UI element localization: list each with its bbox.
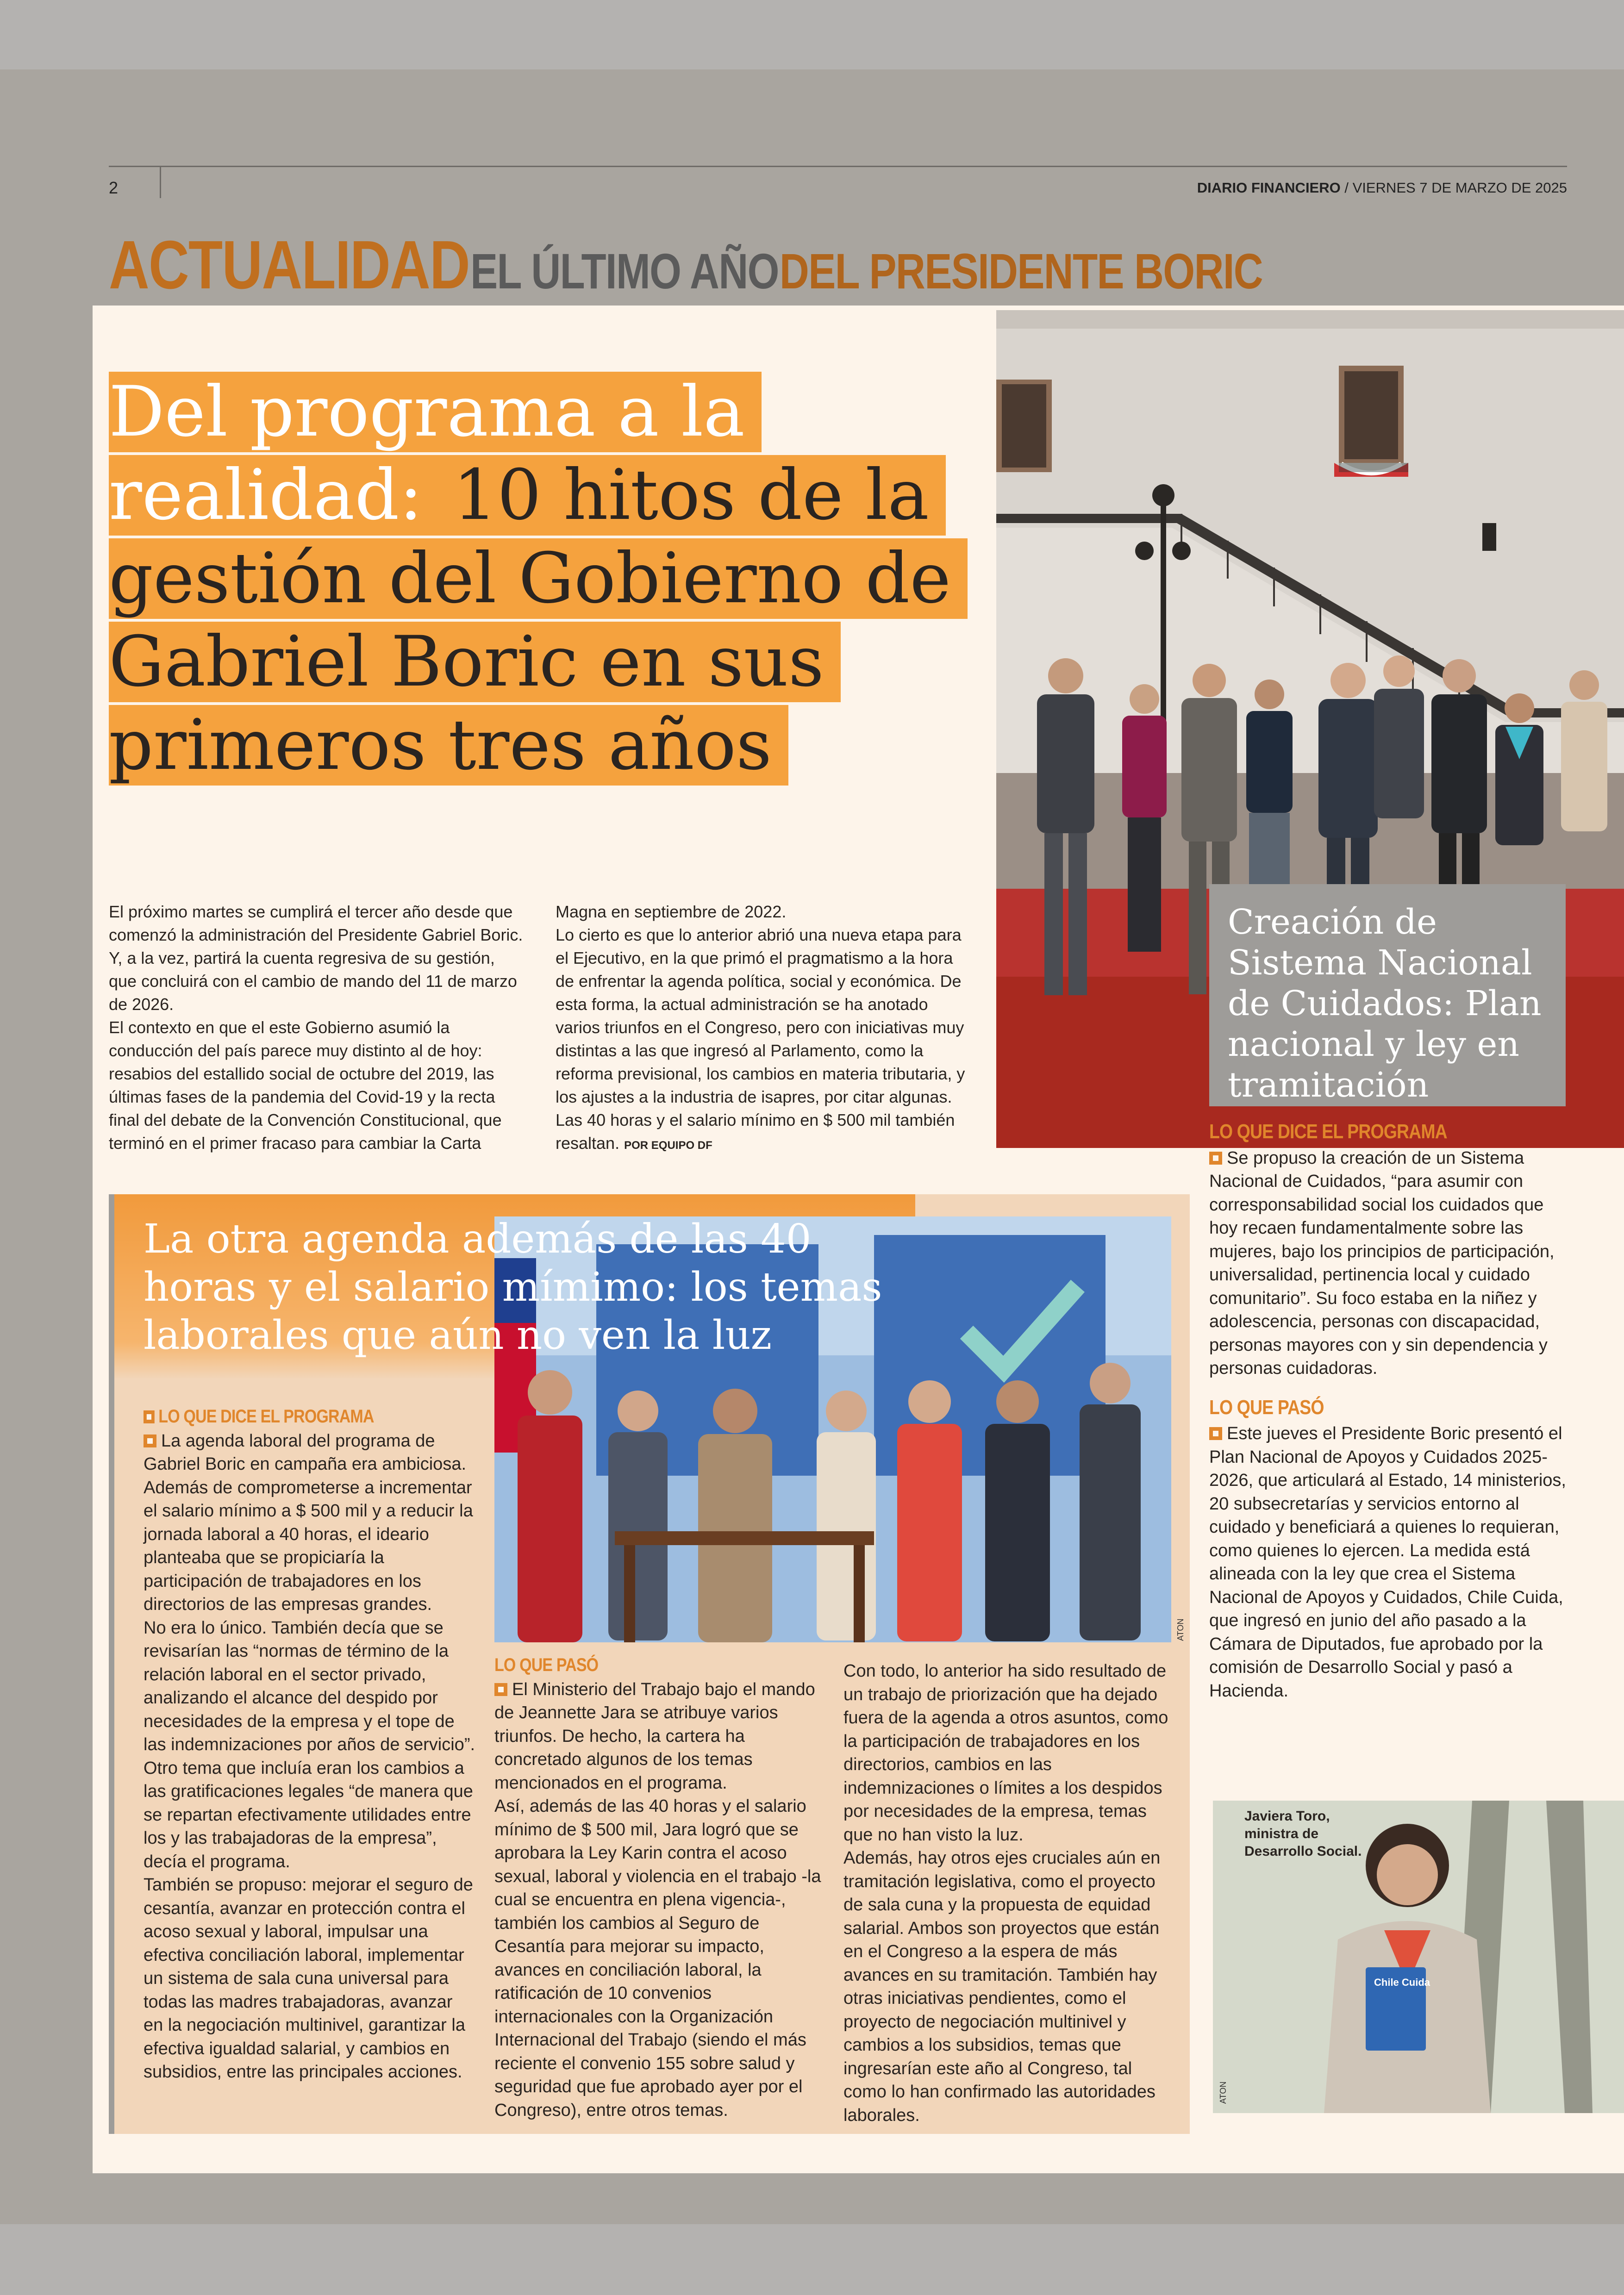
photo-credit: ATON	[1218, 2081, 1228, 2104]
labor-column-1	[144, 1405, 477, 2084]
headline-highlight: Del programa a la realidad:	[109, 372, 753, 536]
bullet-icon	[1209, 1427, 1222, 1440]
header-rule	[109, 166, 1567, 167]
page-number: 2	[109, 178, 119, 197]
photo-credit: ATON	[1176, 1618, 1185, 1641]
masthead	[1197, 180, 1567, 196]
lede-paragraph: Magna en septiembre de 2022.	[556, 902, 787, 921]
header-rule-tick	[160, 166, 161, 198]
care-label-program: LO QUE DICE EL PROGRAMA	[1209, 1120, 1447, 1143]
caption-name: Javiera Toro,	[1244, 1809, 1330, 1824]
folder-label: Chile Cuida	[1374, 1977, 1430, 1988]
care-label-happened: LO QUE PASÓ	[1209, 1396, 1324, 1419]
lede-paragraph: El contexto en que el este Gobierno asumió la conducción del país parece muy distinto al de hoy: resabios del estallido social de octubre del 2019, las últimas fases de la pandemia del Covid-19 y la recta final del debate de la Convención Constitucional, que terminó en el primer fracaso para cambiar la Carta	[109, 1018, 502, 1153]
section-topic-2: DEL PRESIDENTE BORIC	[779, 243, 1263, 299]
labor-box-bar	[109, 1194, 114, 2134]
bottom-margin	[0, 2224, 1624, 2295]
lede-paragraph: Lo cierto es que lo anterior abrió una nueva etapa para el Ejecutivo, en la que primó el pragmatismo a la hora de enfrentar la agenda política, social y económica. De esta forma, la actual administración se ha anotado varios triunfos en el Congreso, pero con iniciativas muy distintas a las que ingresó al Parlamento, como la reforma previsional, los cambios en materia tributaria, y los ajustes a la industria de isapres, por citar algunas. Las 40 horas y el salario mínimo en $ 500 mil también resaltan. POR EQUIPO DF	[556, 925, 965, 1153]
labor-label-happened: LO QUE PASÓ	[494, 1655, 599, 1675]
labor-column-2	[494, 1653, 825, 2122]
lede-column-1	[109, 900, 525, 1155]
caption-role: ministra de	[1244, 1826, 1319, 1841]
byline: POR EQUIPO DF	[624, 1139, 712, 1152]
labor-paragraph: Además, hay otros ejes cruciales aún en tramitación legislativa, como el proyecto de sala cuna y la propuesta de equidad salarial. Ambos son proyectos que están en el Congreso a la espera de más avances en su tramitación. También hay otras iniciativas pendientes, como el proyecto de negociación multinivel y cambios a los subsidios, temas que ingresarían este año al Congreso, tal como lo han confirmado las autoridades laborales.	[843, 1848, 1161, 2125]
bullet-icon	[494, 1683, 507, 1696]
care-program-text: Se propuso la creación de un Sistema Nacional de Cuidados, “para asumir con corresponsabilidad social los cuidados que hoy recaen fundamentalmente sobre las mujeres, bajo los principios de participación, universalidad, pertinencia local y cuidado comunitario”. Su foco estaba en la niñez y adolescencia, personas con discapacidad, personas mayores con y sin dependencia y personas cuidadoras.	[1209, 1148, 1555, 1378]
labor-title: La otra agenda además de las 40 horas y el salario mímimo: los temas laborales que aún no ven la luz	[144, 1216, 882, 1359]
labor-paragraph: Otro tema que incluía eran los cambios a las gratificaciones legales “de manera que se repartan efectivamente utilidades entre los y las trabajadoras de la empresa”, decía el programa.	[144, 1758, 473, 1871]
publication-name: DIARIO FINANCIERO	[1197, 180, 1341, 196]
section-topic-1: EL ÚLTIMO AÑO	[470, 243, 779, 299]
section-title	[109, 226, 1262, 305]
labor-paragraph: No era lo único. También decía que se revisarían las “normas de término de la relación laboral en el sector privado, analizando el alcance del despido por necesidades de la empresa y el tope de las indemnizaciones por años de servicio”.	[144, 1618, 475, 1754]
bullet-icon	[144, 1434, 156, 1447]
lede-paragraph: El próximo martes se cumplirá el tercer año desde que comenzó la administración del Presidente Gabriel Boric. Y, a la vez, partirá la cuenta regresiva de su gestión, que concluirá con el cambio de mando del 11 de marzo de 2026.	[109, 902, 523, 1014]
top-margin	[0, 0, 1624, 69]
labor-paragraph: Con todo, lo anterior ha sido resultado de un trabajo de priorización que ha dejado fuera de la agenda a otros asuntos, como la participación de trabajadores en los directorios, cambios en las indemnizaciones o límites a los despidos por necesidades de la empresa, temas que no han visto la luz.	[843, 1661, 1168, 1845]
bullet-icon	[144, 1410, 155, 1423]
section-name: ACTUALIDAD	[109, 227, 470, 303]
publication-date: / VIERNES 7 DE MARZO DE 2025	[1340, 180, 1567, 196]
labor-label-program: LO QUE DICE EL PROGRAMA	[144, 1405, 427, 1428]
labor-paragraph: También se propuso: mejorar el seguro de cesantía, avanzar en protección contra el acoso sexual y laboral, impulsar una efectiva conciliación laboral, implementar un sistema de sala cuna universal para todas las madres trabajadoras, avanzar en la negociación multinivel, garantizar la efectiva igualdad salarial, y cambios en subsidios, entre las principales acciones.	[144, 1875, 473, 2082]
labor-column-3	[843, 1659, 1174, 2127]
lede-column-2	[556, 900, 974, 1157]
headline-rest: 10 hitos de la gestión del Gobierno de Gabriel Boric en sus primeros tres años	[109, 455, 959, 786]
minister-caption	[1244, 1808, 1362, 1860]
care-happened-text: Este jueves el Presidente Boric presentó el Plan Nacional de Apoyos y Cuidados 2025-2026, que articulará al Estado, 14 ministerios, 20 subsecretarías y servicios entorno al cuidado y beneficiará a quienes lo requieran, como quienes lo ejercen. La medida está alineada con la ley que crea el Sistema Nacional de Apoyos y Cuidados, Chile Cuida, que ingresó en junio del año pasado a la Cámara de Diputados, fue aprobado por la comisión de Desarrollo Social y pasó a Hacienda.	[1209, 1424, 1566, 1701]
labor-paragraph: Así, además de las 40 horas y el salario mínimo de $ 500 mil, Jara logró que se aprobara la Ley Karin contra el acoso sexual, laboral y violencia en el trabajo -la cual se encuentra en plena vigencia-, también los cambios al Seguro de Cesantía para mejorar su impacto, avances en conciliación laboral, la ratificación de 10 convenios internacionales con la Organización Internacional del Trabajo (siendo el más reciente el convenio 155 sobre salud y seguridad que fue aprobado ayer por el Congreso), entre otros temas.	[494, 1796, 821, 2120]
care-article	[1209, 1120, 1570, 1703]
bullet-icon	[1209, 1152, 1222, 1165]
caption-role: Desarrollo Social.	[1244, 1844, 1362, 1859]
care-title-box	[1209, 884, 1566, 1106]
care-title: Creación de Sistema Nacional de Cuidados: Plan nacional y ley en tramitación	[1228, 902, 1542, 1105]
main-headline	[109, 370, 988, 787]
labor-paragraph: La agenda laboral del programa de Gabriel Boric en campaña era ambiciosa. Además de comprometerse a incrementar el salario mínimo a $ 500 mil y a reducir la jornada laboral a 40 horas, el ideario planteaba que se propiciaría la participación de trabajadores en los directorios de las empresas grandes.	[144, 1431, 473, 1614]
labor-paragraph: El Ministerio del Trabajo bajo el mando de Jeannette Jara se atribuye varios triunfos. De hecho, la cartera ha concretado algunos de los temas mencionados en el programa.	[494, 1679, 815, 1793]
